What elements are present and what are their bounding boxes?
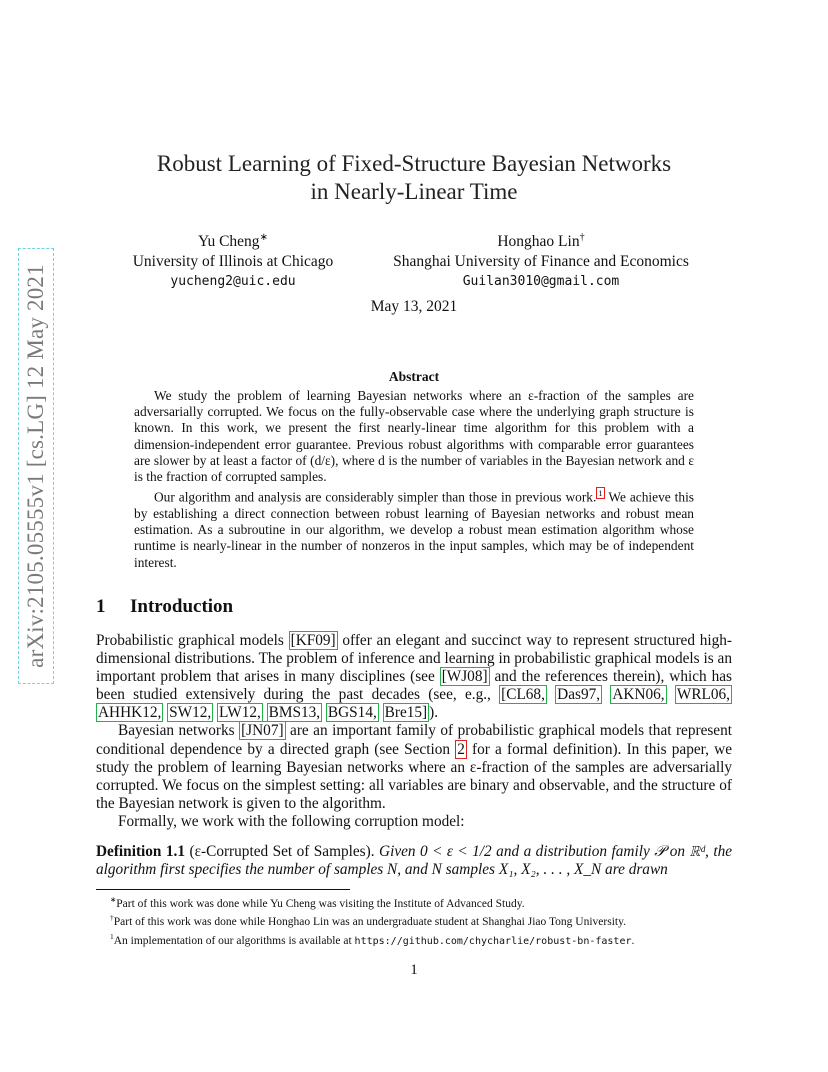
footnote-link-1[interactable]: 1 [598, 488, 603, 499]
footnote-mark: 1 [110, 931, 114, 941]
definition-name: (ε-Corrupted Set of Samples). [189, 843, 375, 861]
citation-link[interactable]: [CL68, [501, 686, 545, 704]
citation-link[interactable]: BGS14, [327, 704, 377, 722]
footnote-1 [96, 893, 746, 911]
abstract-text: We achieve this by establishing a direct connection between robust learning of Bayesian networks and robust mean estimation. As a subroutine in our algorithm, we develop a robust mean estimation algorithm whose runtime is nearly-linear in the number of nonzeros in the input samples, which may be of independent interest. [134, 489, 694, 570]
author-name: Yu Cheng [197, 233, 260, 251]
citation-link[interactable]: AKN06, [612, 686, 665, 704]
citation-link[interactable]: WRL06, [676, 686, 730, 704]
section-number: 1 [96, 596, 106, 617]
footnote-rule [96, 889, 350, 890]
body-text: are an important family of probabilistic graphical models that represent conditional dependence by a directed graph (see Section [96, 722, 732, 758]
abstract-paragraph-2 [134, 485, 694, 570]
arxiv-identifier-stamp[interactable] [18, 248, 54, 684]
author-email[interactable]: Guilan3010@gmail.com [462, 274, 620, 290]
introduction-body [96, 632, 732, 879]
footnote-mark: ∗ [110, 895, 117, 904]
page-number: 1 [410, 962, 418, 978]
abstract-heading: Abstract [388, 369, 440, 384]
title-line-2: in Nearly-Linear Time [310, 179, 518, 204]
footnote-3 [96, 930, 746, 949]
citation-link[interactable]: SW12, [169, 704, 212, 722]
paper-title [96, 150, 732, 206]
citation-link[interactable]: [WJ08] [441, 668, 488, 686]
intro-paragraph-2 [96, 722, 732, 812]
citation-link[interactable]: AHHK12, [98, 704, 162, 722]
definition-label: Definition 1.1 [96, 843, 186, 861]
abstract-text: Our algorithm and analysis are considerably simpler than those in previous work. [154, 489, 597, 505]
paper-date: May 13, 2021 [370, 298, 458, 315]
footnote-text: Part of this work was done while Honghao Lin was an undergraduate student at Shanghai Jiao Tong University. [113, 916, 626, 929]
body-text: offer an elegant and succinct way to represent structured high-dimensional distributions. The problem of inference and learning in probabilistic graphical models is an important problem that arises in many disciplines (see [96, 632, 732, 686]
citation-link[interactable]: [JN07] [241, 722, 284, 740]
footnote-2 [96, 911, 746, 929]
body-text: Bayesian networks [118, 722, 240, 740]
section-reference-link[interactable]: 2 [457, 740, 465, 758]
section-title: Introduction [130, 596, 234, 617]
arxiv-identifier-text: arXiv:2105.05555v1 [cs.LG] 12 May 2021 [23, 264, 48, 668]
body-text: Probabilistic graphical models [96, 632, 289, 649]
author-footnote-mark: † [579, 232, 585, 243]
citation-link[interactable]: Bre15] [384, 704, 428, 722]
citation-link[interactable]: BMS13, [268, 704, 321, 722]
intro-paragraph-3: Formally, we work with the following corruption model: [118, 812, 465, 830]
author-affiliation: University of Illinois at Chicago [132, 253, 334, 271]
citation-link[interactable]: Das97, [557, 686, 601, 704]
footnote-mark: † [110, 913, 114, 923]
title-line-1: Robust Learning of Fixed-Structure Bayesian Networks [156, 151, 672, 176]
body-text: ). [429, 704, 439, 722]
footnote-text: An implementation of our algorithms is available at [113, 934, 355, 947]
body-text: and the references therein), which has been studied extensively during the past decades (see, e.g., [96, 668, 732, 704]
abstract-paragraph-1: We study the problem of learning Bayesian networks where an ε-fraction of the samples are adversarially corrupted. We focus on the fully-observable case where the underlying graph structure is known. In this work, we present the first nearly-linear time algorithm for this problem with a dimension-independent error guarantee. Previous robust algorithms with comparable error guarantees are slower by at least a factor of (d/ε), where d is the number of variables in the Bayesian network and ε is the fraction of corrupted samples. [134, 388, 694, 485]
citation-link[interactable]: LW12, [219, 704, 261, 722]
author-affiliation: Shanghai University of Finance and Economics [393, 253, 689, 271]
author-name: Honghao Lin [497, 233, 580, 251]
author-email[interactable]: yucheng2@uic.edu [170, 274, 296, 290]
author-block-2 [370, 228, 712, 292]
body-text: for a formal definition). In this paper, we study the problem of learning Bayesian networks where an ε-fraction of the samples are adversarially corrupted. We focus on the simplest setting: all variables are binary and observable, and the structure of the Bayesian network is given to the algorithm. [96, 740, 732, 812]
footnote-text: . [631, 934, 635, 947]
footnotes [96, 893, 746, 949]
citation-link[interactable]: [KF09] [290, 632, 336, 649]
author-footnote-mark: ∗ [259, 232, 268, 243]
definition-1-1 [96, 843, 732, 879]
intro-paragraph-1 [96, 632, 732, 722]
author-block-1 [110, 228, 356, 292]
footnote-text: Part of this work was done while Yu Cheng was visiting the Institute of Advanced Study. [116, 897, 525, 910]
footnote-url-link[interactable]: https://github.com/chycharlie/robust-bn-faster [354, 935, 632, 947]
section-heading [96, 596, 233, 618]
abstract-body [134, 388, 694, 571]
definition-text: Given 0 < ε < 1/2 and a distribution family 𝒫 on ℝᵈ, the algorithm first specifies the number of samples N, and N samples X₁, X₂, . . . , X_N are drawn [96, 843, 733, 879]
